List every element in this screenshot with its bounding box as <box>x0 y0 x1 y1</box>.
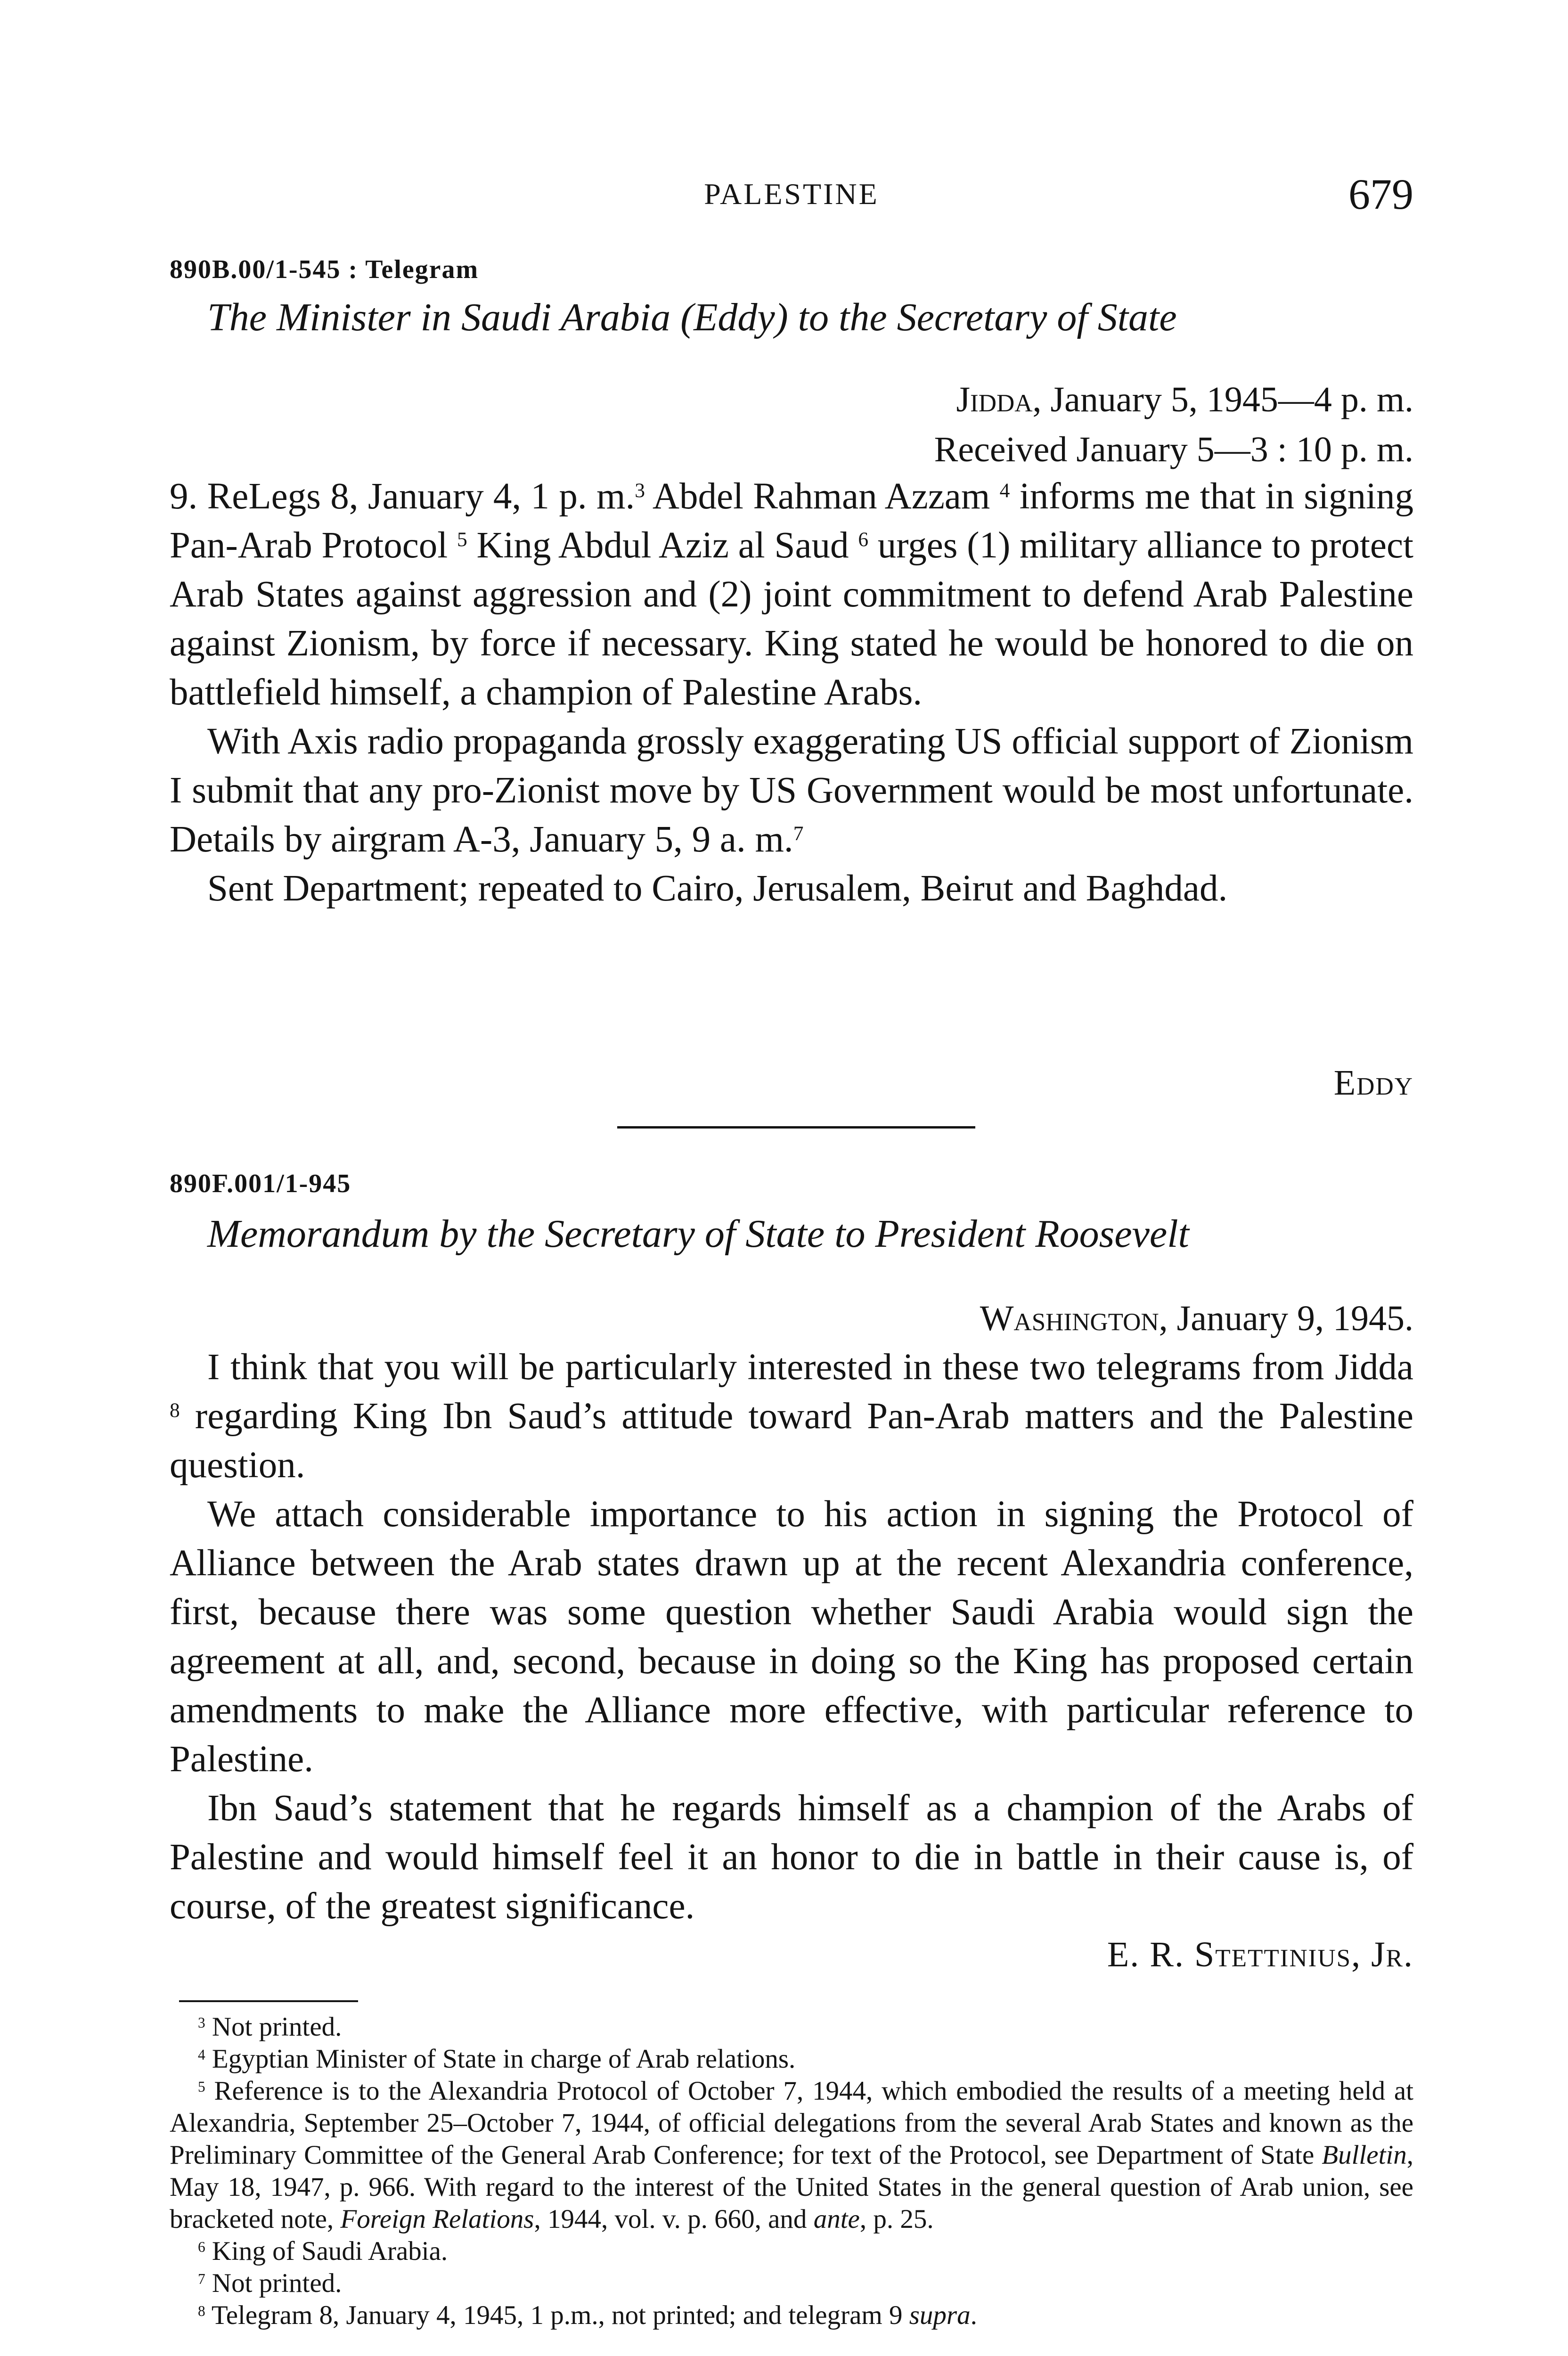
footnote-5-number: 5 <box>198 2078 205 2095</box>
doc2-signature-name: E. R. Stettinius, Jr. <box>1107 1935 1413 1974</box>
doc1-p1-text-a: 9. ReLegs 8, January 4, 1 p. m. <box>170 476 635 517</box>
footnote-ref-3: 3 <box>635 479 645 502</box>
doc2-dateline-place: Washington <box>980 1299 1159 1338</box>
footnote-ref-8: 8 <box>170 1399 180 1422</box>
footnote-8 <box>170 2299 1413 2331</box>
doc1-dateline-line <box>934 375 1413 425</box>
footnote-7 <box>170 2267 1413 2299</box>
doc1-title: The Minister in Saudi Arabia (Eddy) to the Secretary of State <box>207 295 1177 339</box>
footnote-7-number: 7 <box>198 2270 205 2287</box>
footnote-5-text-e: , 1944, vol. v. p. 660, and <box>534 2204 814 2234</box>
doc1-paragraph-3: Sent Department; repeated to Cairo, Jerusalem, Beirut and Baghdad. <box>207 868 1228 909</box>
footnote-8-supra: supra <box>909 2300 971 2330</box>
doc1-dateline <box>934 375 1413 474</box>
doc2-title: Memorandum by the Secretary of State to President Roosevelt <box>207 1212 1189 1256</box>
doc2-paragraph-2: We attach considerable importance to his action in signing the Protocol of Alliance between the Arab states drawn up at the recent Alexandria conference, first, because there was some question whether Saudi Arabia would sign the agreement at all, and, second, because in doing so the King has proposed certain amendments to make the Alliance more effective, with particular reference to Palestine. <box>170 1494 1413 1780</box>
footnotes <box>170 2011 1413 2331</box>
footnote-ref-7: 7 <box>793 822 804 845</box>
footnote-5-text-g: , p. 25. <box>859 2204 934 2234</box>
running-header <box>170 170 1413 224</box>
footnote-7-text: Not printed. <box>212 2268 342 2298</box>
footnote-5-ante: ante <box>813 2204 860 2234</box>
footnote-ref-5: 5 <box>457 528 467 551</box>
doc1-dateline-place: Jidda <box>956 380 1033 419</box>
doc1-p2-text: With Axis radio propaganda grossly exaggerating US official support of Zionism I submit that any pro-Zionist move by US Government would be most unfortunate. Details by airgram A-3, January 5, 9 a. m. <box>170 721 1413 860</box>
doc1-paragraph-1 <box>170 472 1413 717</box>
doc2-dateline-date: , January 9, 1945. <box>1159 1299 1413 1338</box>
footnote-ref-6: 6 <box>858 528 869 551</box>
running-head-title: PALESTINE <box>704 177 879 211</box>
doc2-paragraph-3: Ibn Saud’s statement that he regards himself as a champion of the Arabs of Palestine and would himself feel it an honor to die in battle in their cause is, of course, of the greatest significance. <box>170 1788 1413 1927</box>
doc1-signature-name: Eddy <box>1333 1063 1413 1103</box>
footnote-3-text: Not printed. <box>212 2012 342 2042</box>
footnote-3-number: 3 <box>198 2014 205 2031</box>
doc2-file-id: 890F.001/1-945 <box>170 1169 351 1198</box>
footnote-6 <box>170 2235 1413 2267</box>
footnote-ref-4: 4 <box>999 479 1010 502</box>
doc1-paragraph-2 <box>170 717 1413 864</box>
doc1-p1-text-c: informs me that in signing Pan-Arab Protocol <box>170 476 1413 566</box>
doc2-body <box>170 1343 1413 1931</box>
footnote-5-text-c: , May 18, 1947, p. 966. With regard to the interest of the United States in the general question of Arab union, see bracketed note, <box>170 2140 1413 2234</box>
footnote-4-text: Egyptian Minister of State in charge of Arab relations. <box>212 2044 796 2074</box>
doc2-paragraph-1 <box>170 1343 1413 1490</box>
doc1-body <box>170 472 1413 913</box>
doc1-received: Received January 5—3 : 10 p. m. <box>934 430 1413 469</box>
doc2-p1-text-a: I think that you will be particularly interested in these two telegrams from Jidda <box>207 1347 1413 1388</box>
footnote-4 <box>170 2043 1413 2075</box>
footnote-8-number: 8 <box>198 2302 205 2319</box>
doc2-p1-text-b: regarding King Ibn Saud’s attitude toward Pan-Arab matters and the Palestine question. <box>170 1396 1413 1486</box>
doc1-dateline-date: , January 5, 1945—4 p. m. <box>1032 380 1413 419</box>
footnote-6-number: 6 <box>198 2238 205 2255</box>
doc2-signature <box>1107 1934 1413 1975</box>
footnote-divider <box>179 2000 358 2002</box>
doc2-dateline <box>980 1293 1413 1343</box>
footnote-5-text-a: Reference is to the Alexandria Protocol of October 7, 1944, which embodied the results of a meeting held at Alexandria, September 25–October 7, 1944, of official delegations from the several Arab States and known as the Preliminary Committee of the General Arab Conference; for text of the Protocol, see Department of State <box>170 2076 1413 2170</box>
footnote-5-foreign-relations: Foreign Relations <box>340 2204 534 2234</box>
doc1-file-id: 890B.00/1-545 : Telegram <box>170 255 479 284</box>
doc1-signature <box>1334 1063 1413 1104</box>
footnote-8-text-c: . <box>970 2300 977 2330</box>
doc1-p1-text-d: King Abdul Aziz al Saud <box>467 525 858 566</box>
footnote-5-bulletin: Bulletin <box>1322 2140 1407 2170</box>
footnote-4-number: 4 <box>198 2046 205 2063</box>
doc1-p1-text-b: Abdel Rahman Azzam <box>645 476 1000 517</box>
page-number: 679 <box>1348 170 1413 218</box>
doc1-p1-text-e: urges (1) military alliance to protect Arab States against aggression and (2) joint commitment to defend Arab Palestine against Zionism, by force if necessary. King stated he would be honored to die on battlefield himself, a champion of Palestine Arabs. <box>170 525 1413 713</box>
footnote-6-text: King of Saudi Arabia. <box>212 2236 448 2266</box>
footnote-8-text-a: Telegram 8, January 4, 1945, 1 p.m., not printed; and telegram 9 <box>211 2300 909 2330</box>
footnote-5 <box>170 2075 1413 2235</box>
footnote-3 <box>170 2011 1413 2043</box>
section-divider <box>617 1126 975 1129</box>
